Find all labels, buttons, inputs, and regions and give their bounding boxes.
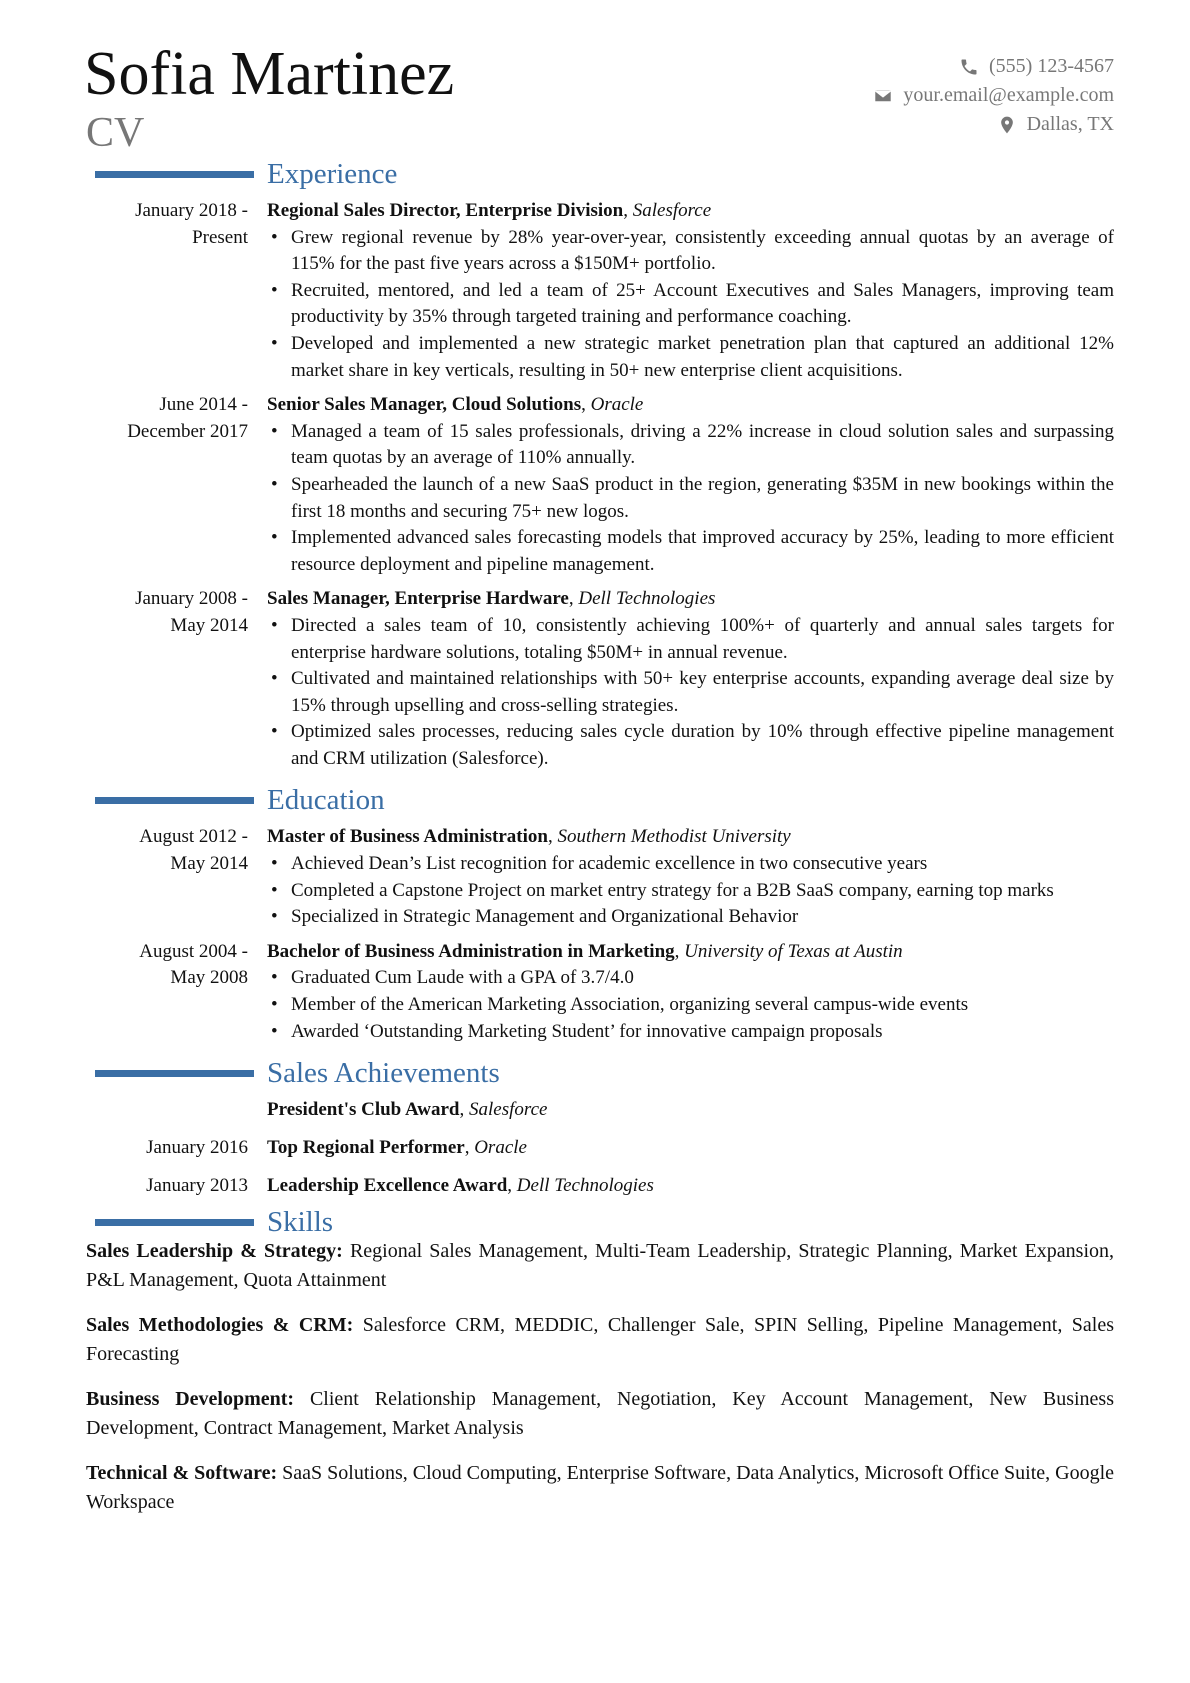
bullet-list — [267, 613, 1114, 773]
achievement-item: President's Club Award, Salesforce — [86, 1091, 1114, 1129]
cv-body — [86, 152, 1114, 1533]
skills-list — [86, 1237, 1114, 1517]
role-title: Sales Manager, Enterprise Hardware — [267, 588, 569, 610]
section-title: Sales Achievements — [267, 1056, 500, 1089]
skill-label: Business Development: — [86, 1388, 295, 1411]
experience-entry — [86, 198, 1114, 384]
organization: Salesforce — [632, 200, 712, 221]
skill-list: Client Relationship Management, Negotiation, Key Account Management, New Business Development, Contract Management, Market Analysis — [86, 1388, 1114, 1440]
skill-group — [86, 1385, 1114, 1443]
section-title: Skills — [267, 1205, 334, 1238]
achievements-list — [86, 1091, 1114, 1205]
location-pin-icon — [997, 115, 1017, 135]
skill-group — [86, 1459, 1114, 1517]
organization: Southern Methodist University — [557, 826, 791, 848]
achievement-date: January 2016 — [146, 1137, 248, 1159]
achievement-date: January 2013 — [146, 1175, 248, 1197]
location: Dallas, TX — [1026, 113, 1114, 135]
education-entry — [86, 939, 1114, 1045]
entry-title: Regional Sales Director, Enterprise Division, Salesforce — [267, 200, 712, 221]
bullet-item: • Developed and implemented a new strategic market penetration plan that captured an additional 12% market share in key verticals, resulting in 50+ new enterprise client acquisitions. — [291, 331, 1114, 384]
achievement-item: January 2016 Top Regional Performer, Oracle — [86, 1129, 1114, 1167]
bullet-item: • Member of the American Marketing Association, organizing several campus-wide events — [291, 992, 1114, 1019]
experience-entry — [86, 586, 1114, 772]
date-end: May 2008 — [170, 967, 248, 989]
entry-date — [86, 392, 267, 578]
email-icon — [873, 86, 893, 106]
bullet-list — [267, 851, 1114, 931]
date-end: Present — [192, 226, 248, 248]
experience-entry — [86, 392, 1114, 578]
entry-title: Senior Sales Manager, Cloud Solutions, Oracle — [267, 394, 644, 416]
contact-info — [873, 52, 1114, 139]
role-title: Senior Sales Manager, Cloud Solutions — [267, 394, 582, 416]
section-bar — [95, 171, 254, 178]
bullet-item: • Recruited, mentored, and led a team of 25+ Account Executives and Sales Managers, improving team productivity by 35% through targeted training and performance coaching. — [291, 278, 1114, 331]
bullet-item: • Optimized sales processes, reducing sales cycle duration by 10% through effective pipeline management and CRM utilization (Salesforce). — [291, 719, 1114, 772]
email[interactable]: your.email@example.com — [903, 84, 1114, 106]
organization: Oracle — [474, 1137, 527, 1159]
bullet-item: • Directed a sales team of 10, consistently achieving 100%+ of quarterly and annual sales targets for enterprise hardware solutions, totaling $50M+ in annual revenue. — [291, 613, 1114, 666]
entry-date — [86, 198, 267, 384]
experience-heading — [86, 154, 1114, 194]
date-start: January 2008 - — [135, 588, 248, 610]
bullet-item: • Cultivated and maintained relationships with 50+ key enterprise accounts, expanding average deal size by 15% through upselling and cross-selling strategies. — [291, 666, 1114, 719]
experience-list — [86, 198, 1114, 772]
organization: University of Texas at Austin — [684, 940, 903, 962]
date-end: May 2014 — [170, 614, 248, 636]
date-start: August 2004 - — [139, 940, 248, 962]
date-start: August 2012 - — [139, 826, 248, 848]
education-heading — [86, 780, 1114, 820]
entry-date — [86, 586, 267, 772]
date-start: June 2014 - — [159, 394, 248, 416]
role-title: Bachelor of Business Administration in Marketing — [267, 940, 675, 962]
candidate-name: Sofia Martinez — [84, 40, 455, 108]
achievement-title: Top Regional Performer — [267, 1137, 465, 1159]
achievement-title: Leadership Excellence Award — [267, 1175, 508, 1197]
bullet-item: • Awarded ‘Outstanding Marketing Student’ for innovative campaign proposals — [291, 1019, 1114, 1046]
skill-label: Sales Methodologies & CRM: — [86, 1314, 354, 1337]
document-subtitle: CV — [86, 110, 145, 156]
skill-list: Salesforce CRM, MEDDIC, Challenger Sale, SPIN Selling, Pipeline Management, Sales Forecasting — [86, 1314, 1115, 1366]
section-title: Experience — [267, 157, 398, 190]
skill-group — [86, 1311, 1114, 1369]
section-bar — [95, 1070, 254, 1077]
date-end: December 2017 — [127, 420, 248, 442]
entry-title: Master of Business Administration, Southern Methodist University — [267, 826, 791, 848]
bullet-list — [267, 965, 1114, 1045]
achievement-item: January 2013 Leadership Excellence Award, Dell Technologies — [86, 1167, 1114, 1205]
skill-list: Regional Sales Management, Multi-Team Leadership, Strategic Planning, Market Expansion, P&L Management, Quota Attainment — [86, 1240, 1115, 1292]
bullet-item: • Completed a Capstone Project on market entry strategy for a B2B SaaS company, earning top marks — [291, 878, 1114, 905]
skill-group — [86, 1237, 1114, 1295]
bullet-list — [267, 419, 1114, 579]
bullet-item: • Implemented advanced sales forecasting models that improved accuracy by 25%, leading to more efficient resource deployment and pipeline management. — [291, 525, 1114, 578]
skill-list: SaaS Solutions, Cloud Computing, Enterprise Software, Data Analytics, Microsoft Office Suite, Google Workspace — [86, 1462, 1115, 1514]
section-bar — [95, 797, 254, 804]
entry-date — [86, 939, 267, 1045]
skill-label: Technical & Software: — [86, 1462, 278, 1485]
entry-date — [86, 824, 267, 930]
bullet-item: • Graduated Cum Laude with a GPA of 3.7/4.0 — [291, 965, 1114, 992]
organization: Salesforce — [469, 1099, 548, 1121]
bullet-item: • Spearheaded the launch of a new SaaS product in the region, generating $35M in new bookings within the first 18 months and securing 75+ new logos. — [291, 472, 1114, 525]
bullet-list — [267, 225, 1114, 385]
organization: Dell Technologies — [578, 588, 716, 610]
education-list — [86, 824, 1114, 1045]
bullet-item: • Achieved Dean’s List recognition for academic excellence in two consecutive years — [291, 851, 1114, 878]
organization: Dell Technologies — [516, 1175, 654, 1197]
organization: Oracle — [590, 394, 644, 416]
section-bar — [95, 1219, 254, 1226]
section-title: Education — [267, 783, 385, 816]
achievement-date — [86, 1091, 267, 1129]
education-entry — [86, 824, 1114, 930]
entry-title: Sales Manager, Enterprise Hardware, Dell Technologies — [267, 588, 716, 610]
role-title: Regional Sales Director, Enterprise Division — [267, 200, 624, 221]
bullet-item: • Grew regional revenue by 28% year-over-year, consistently exceeding annual quotas by an average of 115% for the past five years across a $150M+ portfolio. — [291, 225, 1114, 278]
phone: (555) 123-4567 — [989, 55, 1114, 77]
bullet-item: • Specialized in Strategic Management and Organizational Behavior — [291, 904, 1114, 931]
achievement-title: President's Club Award — [267, 1099, 460, 1121]
phone-icon — [959, 57, 979, 77]
achievements-heading — [86, 1053, 1114, 1093]
bullet-item: • Managed a team of 15 sales professionals, driving a 22% increase in cloud solution sales and surpassing team quotas by an average of 110% annually. — [291, 419, 1114, 472]
date-start: January 2018 - — [135, 200, 248, 221]
skills-heading — [86, 1207, 1114, 1237]
date-end: May 2014 — [170, 853, 248, 875]
entry-title: Bachelor of Business Administration in Marketing, University of Texas at Austin — [267, 940, 903, 962]
role-title: Master of Business Administration — [267, 826, 548, 848]
skill-label: Sales Leadership & Strategy: — [86, 1240, 343, 1263]
